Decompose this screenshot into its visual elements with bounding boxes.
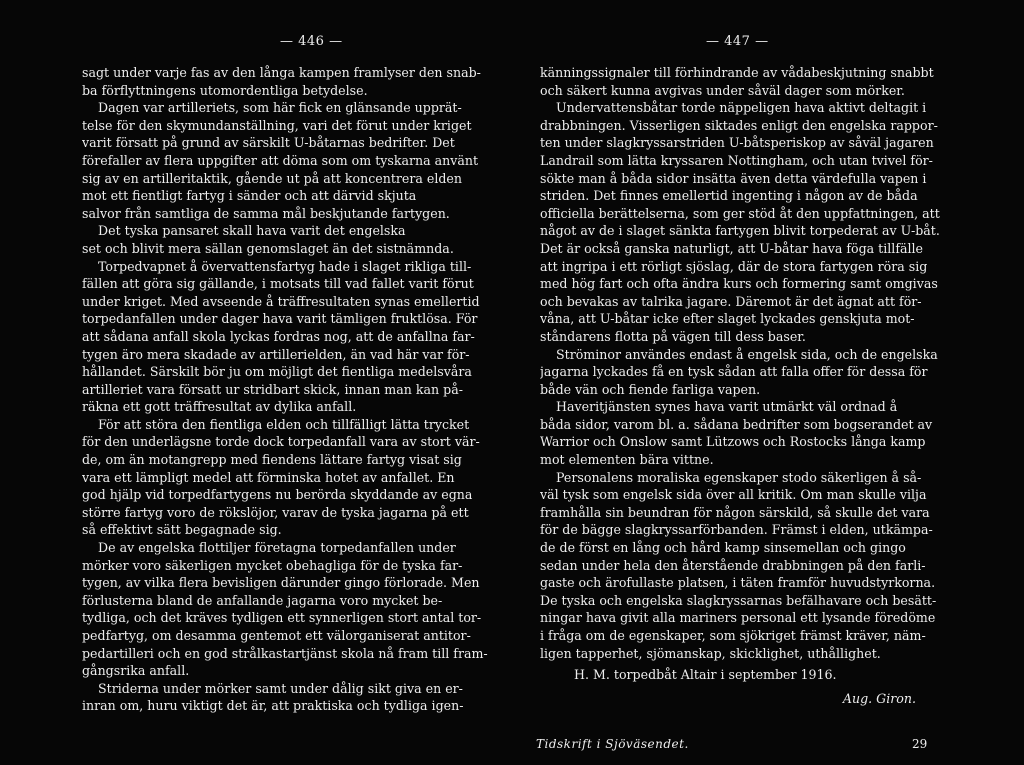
- signature-place-date: H. M. torpedbåt Altair i september 1916.: [574, 667, 837, 683]
- text-line: god hjälp vid torpedfartygens nu berörda skyddande av egna: [82, 487, 473, 503]
- text-line: gångsrika anfall.: [82, 663, 190, 679]
- text-line: inran om, huru viktigt det är, att praktiska och tydliga igen-: [82, 698, 464, 714]
- text-line: För att störa den fientliga elden och tillfälligt lätta trycket: [82, 416, 470, 432]
- text-line: Haveritjänsten synes hava varit utmärkt väl ordnad å: [540, 399, 898, 415]
- text-line: De av engelska flottiljer företagna torpedanfallen under: [82, 540, 456, 556]
- text-line: Personalens moraliska egenskaper stodo säkerligen å så-: [540, 469, 922, 485]
- right-page-text: [540, 64, 956, 707]
- text-line: mörker voro säkerligen mycket obehagliga för de tyska far-: [82, 557, 463, 573]
- text-line: pedartilleri och en god strålkastartjänst skola nå fram till fram-: [82, 645, 488, 661]
- text-line: båda sidor, varom bl. a. sådana bedrifter som bogserandet av: [540, 416, 933, 432]
- text-line: mot elementen bära vittne.: [540, 452, 714, 468]
- text-line: mot ett fientligt fartyg i sänder och att därvid skjuta: [82, 188, 417, 204]
- text-line: officiella berättelserna, som ger stöd åt den uppfattningen, att: [540, 205, 940, 221]
- text-line: Torpedvapnet å övervattensfartyg hade i slaget rikliga till-: [82, 258, 472, 274]
- text-line: ståndarens flotta på vägen till dess baser.: [540, 328, 806, 344]
- text-line: Undervattensbåtar torde näppeligen hava aktivt deltagit i: [540, 100, 927, 116]
- text-line: Det är också ganska naturligt, att U-båtar hava föga tillfälle: [540, 240, 923, 256]
- text-line: för de bägge slagkryssarförbanden. Främst i elden, utkämpa-: [540, 522, 933, 538]
- text-line: i fråga om de egenskaper, som sjökriget främst kräver, näm-: [540, 628, 926, 643]
- text-line: torpedanfallen under dager hava varit tämligen fruktlösa. För: [82, 311, 478, 327]
- page-number-left: — 446 —: [280, 34, 343, 49]
- author-signature: Aug. Giron.: [842, 690, 916, 706]
- text-line: hållandet. Särskilt bör ju om möjligt det fientliga medelsvåra: [82, 364, 472, 380]
- text-line: telse för den skymundanställning, vari det förut under kriget: [82, 117, 472, 133]
- text-line: fällen att göra sig gällande, i motsats till vad fallet varit förut: [82, 276, 474, 292]
- text-line: Striderna under mörker samt under dålig sikt giva en er-: [82, 680, 463, 696]
- text-line: Landrail som lätta kryssaren Nottingham, och utan tvivel för-: [540, 152, 933, 168]
- text-line: vara ett lämpligt medel att förminska hotet av anfallet. En: [82, 469, 455, 485]
- text-line: så effektivt sätt begagnade sig.: [82, 522, 282, 538]
- text-line: ningar hava givit alla mariners personal ett lysande föredöme: [540, 610, 936, 626]
- text-line: sig av en artilleritaktik, gående ut på att koncentrera elden: [82, 170, 462, 186]
- text-line: våna, att U-båtar icke efter slaget lyckades genskjuta mot-: [540, 311, 915, 327]
- text-line: Det tyska pansaret skall hava varit det engelska: [82, 223, 406, 239]
- text-line: artilleriet vara försatt ur stridbart skick, innan man kan på-: [82, 381, 463, 397]
- text-line: sökte man å båda sidor insätta även detta värdefulla vapen i: [540, 170, 927, 186]
- text-line: ligen tapperhet, sjömanskap, skicklighet, uthållighet.: [540, 645, 881, 661]
- text-line: ten under slagkryssarstriden U-båtsperiskop av såväl jagaren: [540, 135, 934, 151]
- text-line: jagarna lyckades få en tysk sådan att falla offer för dessa för: [540, 364, 928, 380]
- page-number-right: — 447 —: [706, 34, 769, 49]
- text-line: Dagen var artilleriets, som här fick en glänsande upprät-: [82, 100, 462, 116]
- text-line: under kriget. Med avseende å träffresultaten synas emellertid: [82, 293, 480, 309]
- text-line: att sådana anfall skola lyckas fordras nog, att de anfallna far-: [82, 328, 475, 344]
- text-line: och bevakas av talrika jagare. Däremot är det ägnat att för-: [540, 293, 922, 309]
- text-line: förlusterna bland de anfallande jagarna voro mycket be-: [82, 592, 443, 608]
- text-line: något av de i slaget sänkta fartygen blivit torpederat av U-båt.: [540, 223, 940, 239]
- text-line: tydliga, och det kräves tydligen ett synnerligen stort antal tor-: [82, 610, 482, 626]
- text-line: förefaller av flera uppgifter att döma som om tyskarna använt: [82, 152, 479, 168]
- text-line: väl tysk som engelsk sida över all kritik. Om man skulle vilja: [540, 487, 927, 503]
- text-line: tygen, av vilka flera bevisligen därunder gingo förlorade. Men: [82, 575, 480, 591]
- text-line: sagt under varje fas av den långa kampen framlyser den snab-: [82, 65, 481, 80]
- text-line: att ingripa i ett rörligt sjöslag, där de stora fartygen röra sig: [540, 258, 928, 274]
- text-line: större fartyg voro de rökslöjor, varav de tyska jagarna på ett: [82, 504, 469, 520]
- text-line: pedfartyg, om desamma gentemot ett välorganiserat antitor-: [82, 628, 471, 643]
- text-line: De tyska och engelska slagkryssarnas befälhavare och besätt-: [540, 592, 937, 608]
- text-line: varit försatt på grund av särskilt U-båtarnas bedrifter. Det: [82, 135, 455, 151]
- text-line: känningssignaler till förhindrande av vådabeskjutning snabbt: [540, 65, 934, 80]
- text-line: Ströminor användes endast å engelsk sida, och de engelska: [540, 346, 938, 362]
- text-line: framhålla sin beundran för någon särskild, så skulle det vara: [540, 504, 930, 520]
- issue-number: 29: [912, 737, 928, 751]
- text-line: med hög fart och ofta ändra kurs och formering samt omgivas: [540, 276, 938, 292]
- text-line: sedan under hela den återstående drabbningen på den farli-: [540, 557, 926, 573]
- text-line: de de först en lång och hård kamp sinsemellan och gingo: [540, 540, 906, 556]
- text-line: de, om än motangrepp med fiendens lättare fartyg visat sig: [82, 452, 462, 468]
- left-page-text: [82, 64, 514, 715]
- text-line: för den underlägsne torde dock torpedanfall vara av stort vär-: [82, 434, 480, 450]
- text-line: gaste och ärofullaste platsen, i täten framför huvudstyrkorna.: [540, 575, 936, 591]
- journal-name: Tidskrift i Sjöväsendet.: [536, 737, 689, 751]
- text-line: ba förflyttningens utomordentliga betydelse.: [82, 82, 368, 98]
- text-line: Warrior och Onslow samt Lützows och Rostocks långa kamp: [540, 434, 926, 450]
- text-line: striden. Det finnes emellertid ingenting i någon av de båda: [540, 188, 918, 204]
- text-line: tygen äro mera skadade av artillerielden, än vad här var för-: [82, 346, 470, 362]
- text-line: set och blivit mera sällan genomslaget än det sistnämnda.: [82, 240, 454, 256]
- text-line: och säkert kunna avgivas under såväl dager som mörker.: [540, 82, 905, 98]
- text-line: drabbningen. Visserligen siktades enligt den engelska rappor-: [540, 117, 938, 133]
- text-line: räkna ett gott träffresultat av dylika anfall.: [82, 399, 357, 415]
- text-line: salvor från samtliga de samma mål beskjutande fartygen.: [82, 205, 450, 221]
- text-line: både vän och fiende farliga vapen.: [540, 381, 761, 397]
